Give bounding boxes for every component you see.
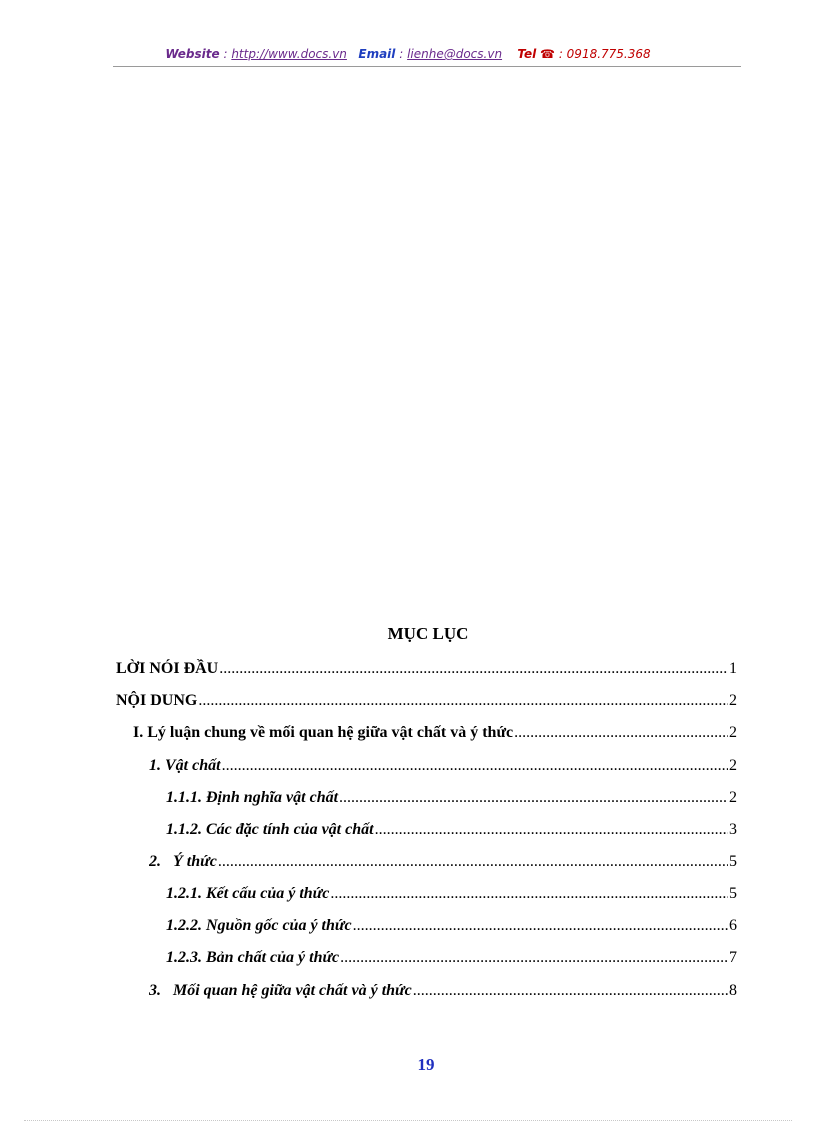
toc-entry-1-2-2[interactable] <box>166 916 737 936</box>
toc-entry-text: 1.2.2. Nguồn gốc của ý thức <box>166 917 352 934</box>
footer-divider <box>24 1120 792 1121</box>
toc-entry-text: 1.1.2. Các đặc tính của vật chất <box>166 821 374 838</box>
toc-entry-text: 1.1.1. Định nghĩa vật chất <box>166 789 339 806</box>
dot-leader <box>330 884 728 904</box>
toc-entry-text: I. Lý luận chung về mối quan hệ giữa vật chất và ý thức <box>133 724 514 741</box>
toc-entry-text: 1.2.3. Bản chất của ý thức <box>166 949 340 966</box>
toc-entry-text: LỜI NÓI ĐẦU <box>116 660 219 677</box>
website-separator: : <box>219 47 232 61</box>
email-label: Email <box>358 47 396 61</box>
toc-entry-text: 1. Vật chất <box>149 757 221 774</box>
toc-entry-moi-quan-he[interactable] <box>149 981 737 1001</box>
toc-entry-noi-dung[interactable] <box>116 691 737 711</box>
dot-leader <box>339 788 728 808</box>
toc-entry-section-1[interactable] <box>133 723 737 743</box>
toc-entry-loi-noi-dau[interactable] <box>116 659 737 679</box>
toc-entry-1-2-1[interactable] <box>166 884 737 904</box>
toc-entry-vat-chat[interactable] <box>149 756 737 776</box>
website-link[interactable]: http://www.docs.vn <box>231 47 347 61</box>
toc-entry-text: 2. Ý thức <box>149 853 217 870</box>
toc-entry-page: 2 <box>729 724 737 741</box>
toc-entry-page: 3 <box>729 821 737 838</box>
toc-entry-page: 8 <box>729 982 737 999</box>
phone-icon: ☎ <box>540 47 555 61</box>
tel-number: 0918.775.368 <box>566 47 651 61</box>
header-divider <box>113 66 741 67</box>
toc-title: MỤC LỤC <box>387 624 469 643</box>
tel-separator: : <box>555 47 567 61</box>
toc-entry-page: 2 <box>729 757 737 774</box>
toc-entry-page: 5 <box>729 885 737 902</box>
toc-entry-text: 1.2.1. Kết cấu của ý thức <box>166 885 330 902</box>
dot-leader <box>198 691 728 711</box>
dot-leader <box>222 756 728 776</box>
email-link[interactable]: lienhe@docs.vn <box>407 47 503 61</box>
tel-label: Tel <box>517 47 537 61</box>
toc-entry-page: 7 <box>729 949 737 966</box>
toc-entry-page: 2 <box>729 692 737 709</box>
dot-leader <box>514 723 728 743</box>
dot-leader <box>353 916 728 936</box>
toc-entry-1-2-3[interactable] <box>166 948 737 968</box>
dot-leader <box>375 820 728 840</box>
toc-entry-page: 5 <box>729 853 737 870</box>
toc-entry-text: NỘI DUNG <box>116 692 198 709</box>
toc-entry-text: 3. Mối quan hệ giữa vật chất và ý thức <box>149 982 412 999</box>
toc-entry-page: 1 <box>729 660 737 677</box>
dot-leader <box>218 852 728 872</box>
website-label: Website <box>165 47 220 61</box>
toc-entry-1-1-1[interactable] <box>166 788 737 808</box>
dot-leader <box>340 948 728 968</box>
toc-entry-page: 6 <box>729 917 737 934</box>
dot-leader <box>219 659 728 679</box>
toc-entry-page: 2 <box>729 789 737 806</box>
dot-leader <box>413 981 728 1001</box>
page-header <box>0 47 816 61</box>
page-number: 19 <box>417 1055 435 1074</box>
toc-entry-1-1-2[interactable] <box>166 820 737 840</box>
toc-entry-y-thuc[interactable] <box>149 852 737 872</box>
email-separator: : <box>395 47 408 61</box>
